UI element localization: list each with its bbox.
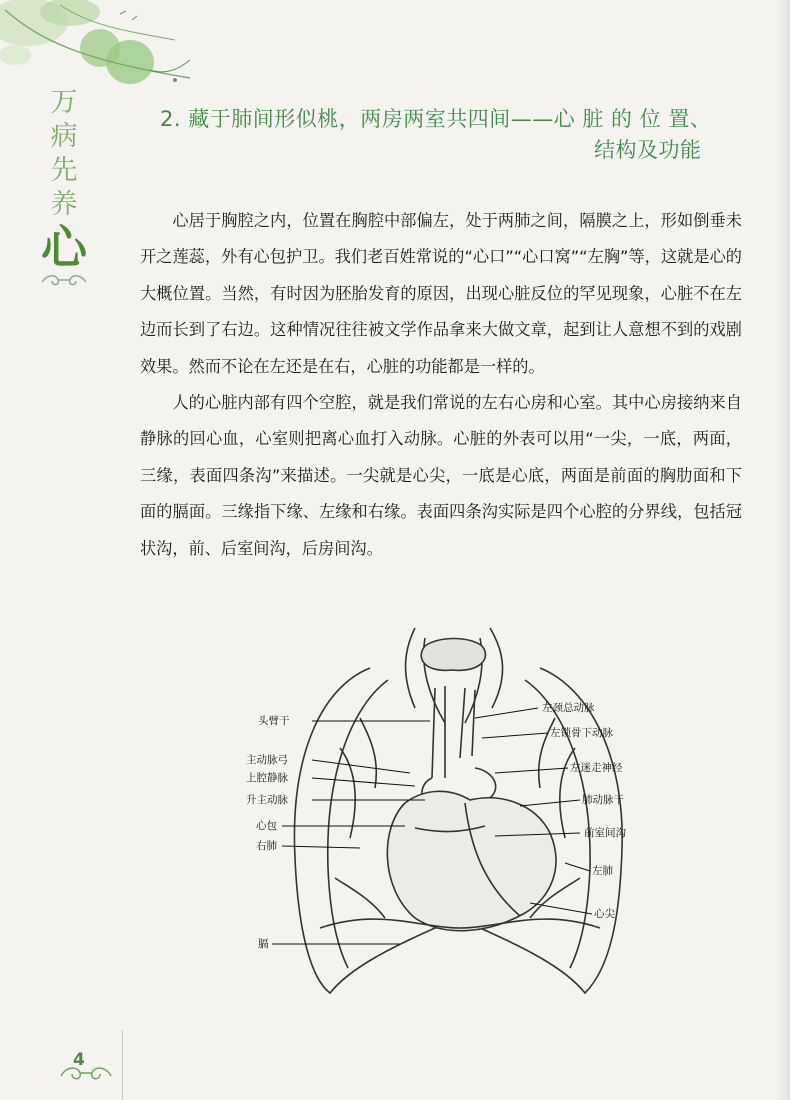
label-diaphragm: 膈 bbox=[258, 938, 269, 950]
label-anterior-interventricular-groove: 前室间沟 bbox=[584, 827, 626, 839]
heart-anatomy-figure bbox=[220, 628, 700, 998]
body-text bbox=[140, 203, 742, 567]
label-right-lung: 右肺 bbox=[256, 840, 277, 852]
label-aortic-arch: 主动脉弓 bbox=[246, 754, 288, 766]
series-title-char: 万 bbox=[50, 87, 78, 118]
label-left-vagus: 左迷走神经 bbox=[570, 762, 623, 774]
series-title-char-heart: 心 bbox=[41, 220, 87, 274]
label-superior-vena-cava: 上腔静脉 bbox=[246, 772, 288, 784]
label-pulmonary-trunk: 肺动脉干 bbox=[582, 794, 624, 806]
section-heading bbox=[160, 104, 780, 166]
heart-illustration bbox=[220, 628, 700, 998]
section-heading-line1: 2. 藏于肺间形似桃，两房两室共四间——心 脏 的 位 置、 bbox=[160, 107, 712, 131]
series-title-vertical bbox=[38, 86, 90, 288]
label-brachiocephalic-trunk: 头臂干 bbox=[258, 715, 290, 727]
leaf-corner-decoration bbox=[0, 0, 200, 110]
paragraph: 人的心脏内部有四个空腔，就是我们常说的左右心房和心室。其中心房接纳来自静脉的回心血，心室则把离心血打入动脉。心脏的外表可以用“一尖，一底，两面，三缘，表面四条沟”来描述。一尖就是心尖，一底是心底，两面是前面的胸肋面和下面的膈面。三缘指下缘、左缘和右缘。表面四条沟实际是四个心腔的分界线，包括冠状沟，前、后室间沟，后房间沟。 bbox=[140, 393, 742, 558]
series-title-char: 先 bbox=[50, 155, 78, 186]
label-apex: 心尖 bbox=[594, 908, 615, 920]
paragraph: 心居于胸腔之内，位置在胸腔中部偏左，处于两肺之间，隔膜之上，形如倒垂未开之莲蕊，外有心包护卫。我们老百姓常说的“心口”“心口窝”“左胸”等，这就是心的大概位置。当然，有时因为胚胎发育的原因，出现心脏反位的罕见现象，心脏不在左边而长到了右边。这种情况往往被文学作品拿来大做文章，起到让人意想不到的戏剧效果。然而不论在左还是在右，心脏的功能都是一样的。 bbox=[140, 211, 742, 376]
swirl-ornament-icon bbox=[40, 272, 88, 288]
label-pericardium: 心包 bbox=[256, 820, 277, 832]
page-number: 4 bbox=[73, 1050, 85, 1070]
section-heading-line2: 结构及功能 bbox=[594, 138, 702, 162]
swirl-ornament-icon bbox=[58, 1062, 114, 1084]
label-left-subclavian: 左锁骨下动脉 bbox=[550, 727, 613, 739]
series-title-char: 养 bbox=[50, 189, 78, 220]
label-ascending-aorta: 升主动脉 bbox=[246, 794, 288, 806]
label-left-lung: 左肺 bbox=[592, 865, 613, 877]
margin-rule bbox=[122, 1030, 123, 1100]
series-title-char: 病 bbox=[50, 121, 78, 152]
label-left-common-carotid: 左颈总动脉 bbox=[542, 702, 595, 714]
